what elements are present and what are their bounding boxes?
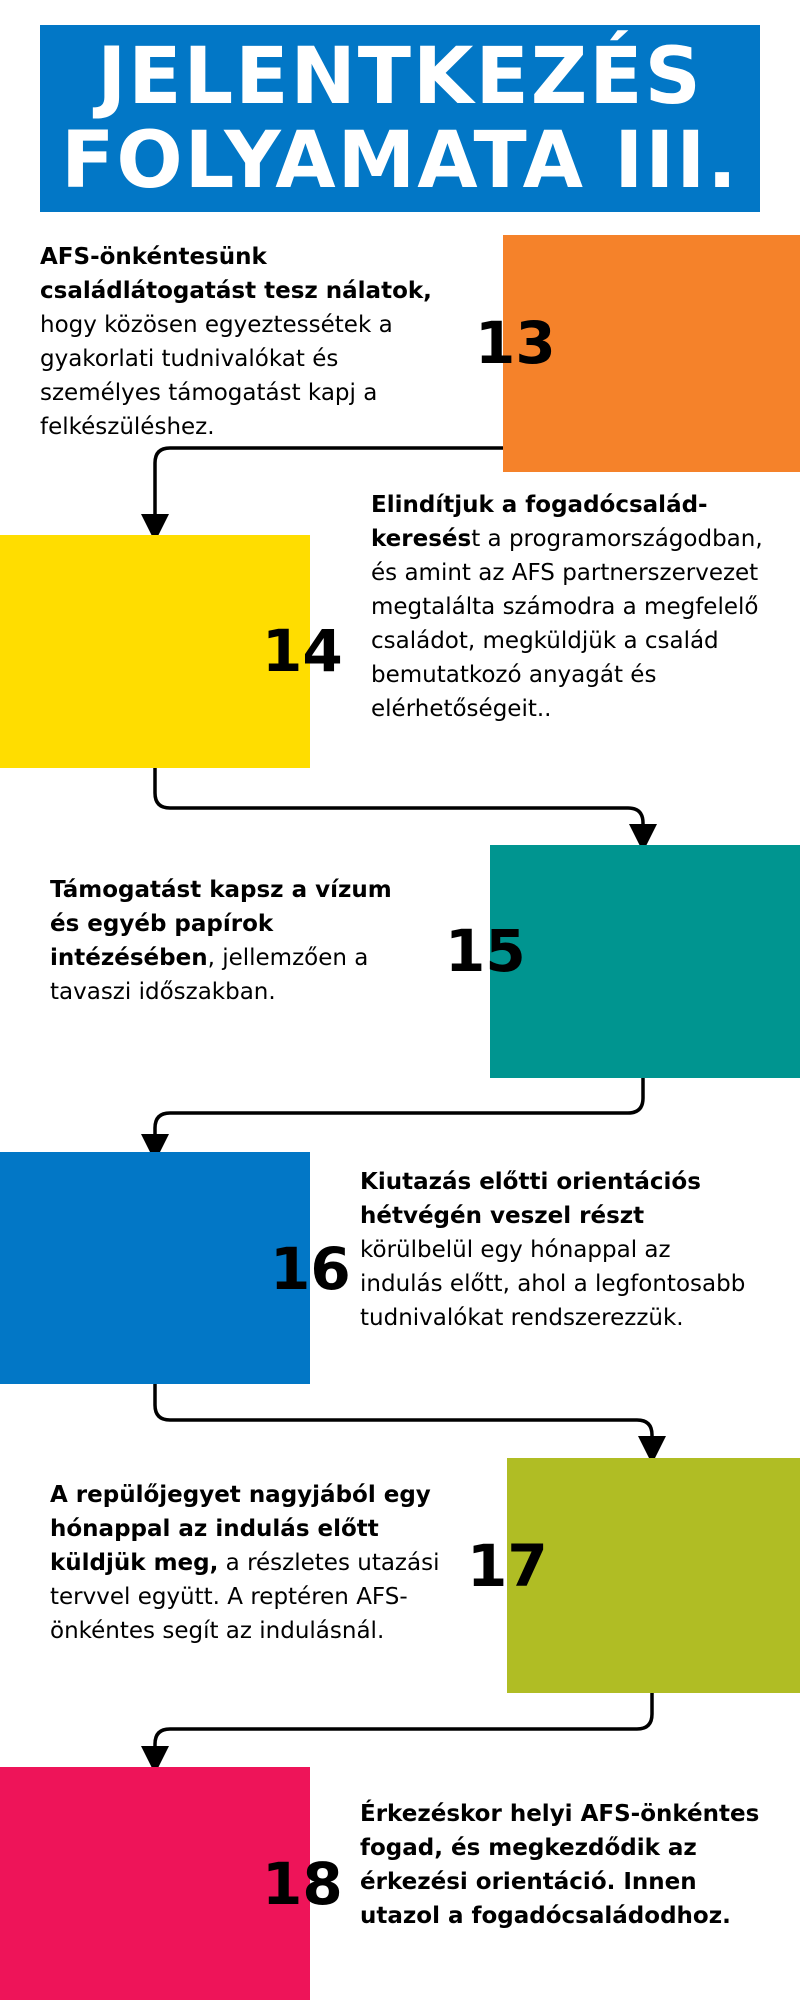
step-17-block: [507, 1458, 800, 1693]
step-15-block: [490, 845, 800, 1078]
step-16-number: 16: [270, 1235, 351, 1303]
step-15-bold: Támogatást kapsz a vízum és egyéb papírok intézésében: [50, 877, 392, 971]
step-14-text: [371, 488, 771, 726]
step-14-number: 14: [262, 617, 343, 685]
step-14-bold: Elindítjuk a fogadócsalád-keresés: [371, 492, 708, 552]
connector-17-18: [155, 1693, 652, 1760]
title-line-1: JELENTKEZÉS: [97, 31, 703, 122]
step-16-text: [360, 1165, 760, 1335]
step-18-bold: Érkezéskor helyi AFS-önkéntes fogad, és megkezdődik az érkezési orientáció. Innen utazol a fogadócsaládodhoz.: [360, 1801, 760, 1929]
step-17-rest: a részletes utazási tervvel együtt. A reptéren AFS-önkéntes segít az indulásnál.: [50, 1550, 440, 1644]
connector-15-16: [155, 1078, 643, 1148]
step-16-bold: Kiutazás előtti orientációs hétvégén veszel részt: [360, 1169, 701, 1229]
step-14-rest: t a programországodban, és amint az AFS partnerszervezet megtalálta számodra a megfelelő családot, megküldjük a család bemutatkozó anyagát és elérhetőségeit..: [371, 526, 763, 722]
step-15-number: 15: [445, 917, 526, 985]
step-16-block: [0, 1152, 310, 1384]
title-line-2: FOLYAMATA III.: [61, 115, 739, 206]
step-16-rest: körülbelül egy hónappal az indulás előtt, ahol a legfontosabb tudnivalókat rendszerezzük.: [360, 1237, 746, 1331]
step-13-text: [40, 240, 450, 444]
step-17-number: 17: [467, 1532, 548, 1600]
step-18-number: 18: [262, 1850, 343, 1918]
step-15-rest: , jellemzően a tavaszi időszakban.: [50, 945, 369, 1005]
step-17-bold: A repülőjegyet nagyjából egy hónappal az indulás előtt küldjük meg,: [50, 1482, 431, 1576]
step-13-rest: hogy közösen egyeztessétek a gyakorlati tudnivalókat és személyes támogatást kapj a felkészüléshez.: [40, 312, 393, 440]
connector-14-15: [155, 768, 643, 838]
step-13-bold: AFS-önkéntesünk családlátogatást tesz nálatok,: [40, 244, 432, 304]
step-17-text: [50, 1478, 460, 1648]
step-15-text: [50, 873, 420, 1009]
step-18-text: [360, 1797, 760, 1933]
connector-16-17: [155, 1383, 652, 1450]
step-13-number: 13: [475, 309, 556, 377]
